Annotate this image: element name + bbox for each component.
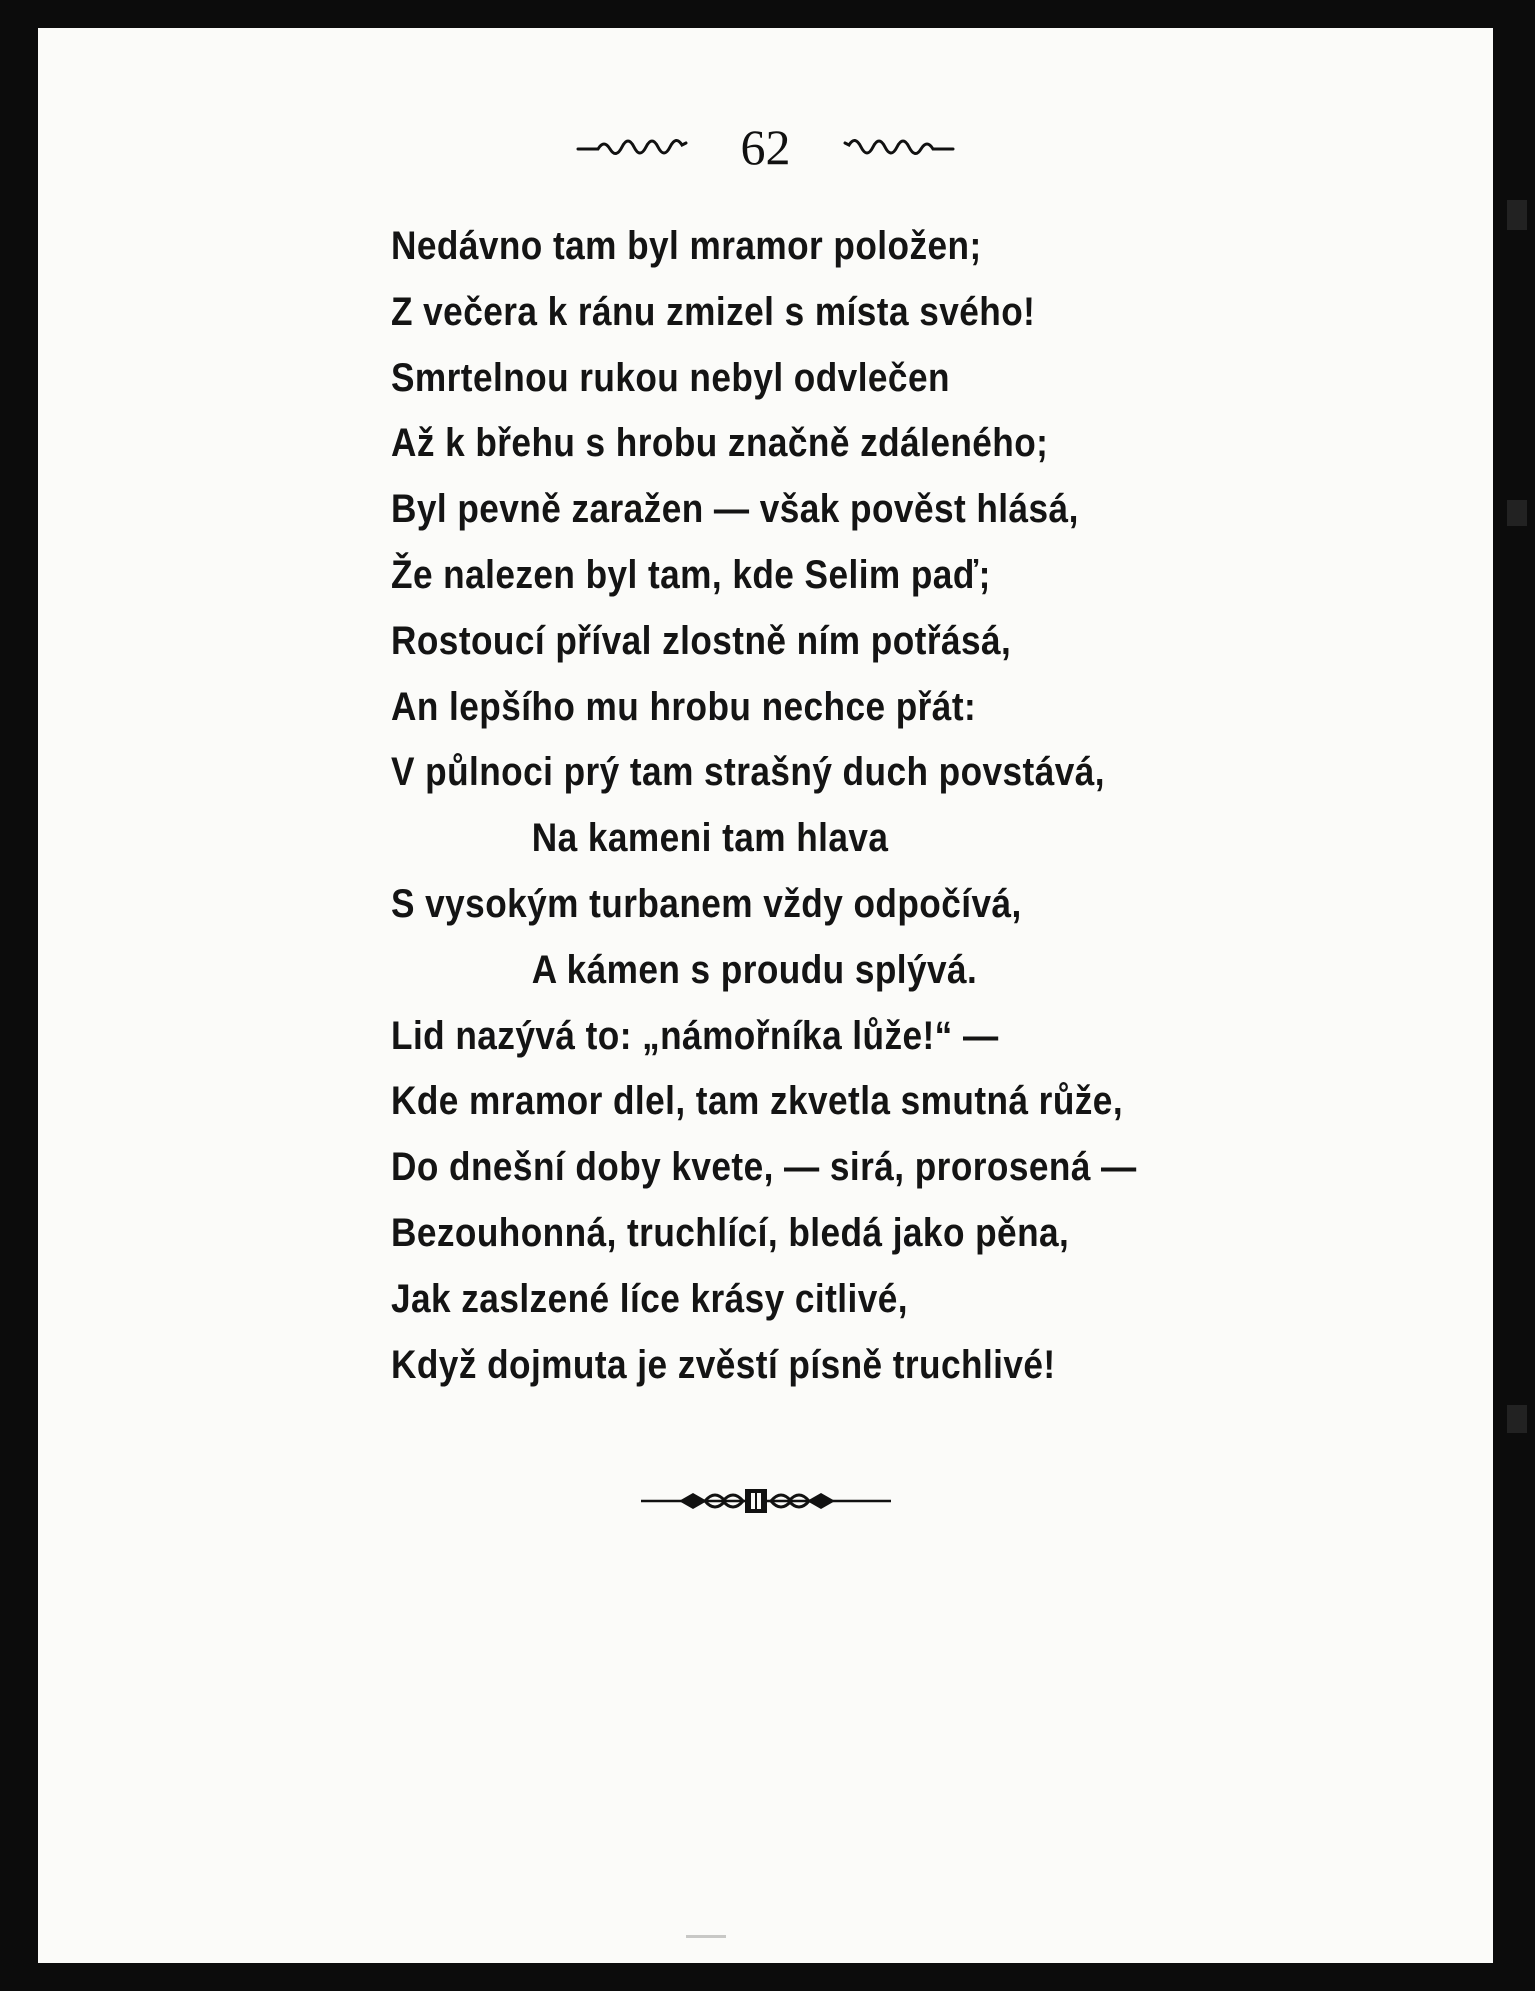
verse-line: Rostoucí příval zlostně ním potřásá, [391,618,1012,663]
verse-line: Bezouhonná, truchlící, bledá jako pěna, [391,1210,1070,1255]
verse-line: Jak zaslzené líce krásy citlivé, [391,1276,909,1321]
divider [686,1935,726,1938]
edge-tab [1507,1405,1527,1433]
verse-line: Že nalezen byl tam, kde Selim paď; [391,552,991,597]
verse-line: Až k břehu s hrobu značně zdáleného; [391,421,1049,466]
book-page [38,28,1493,1963]
verse-line: Lid nazývá to: „námořníka lůže!“ — [391,1013,999,1058]
verse-line: Do dnešní doby kvete, — sirá, prorosená — [391,1145,1137,1190]
verse-line: An lepšího mu hrobu nechce přát: [391,684,977,729]
verse-line: Nedávno tam byl mramor položen; [391,224,982,268]
wavy-line-icon [835,133,955,161]
edge-tab [1507,200,1527,230]
verse-line: V půlnoci prý tam strašný duch povstává, [391,750,1105,795]
verse-line: S vysokým turbanem vždy odpočívá, [391,881,1022,926]
wavy-line-icon [576,133,696,161]
ornamental-tailpiece-icon [641,1481,891,1521]
verse-line: Z večera k ránu zmizel s místa svého! [391,289,1036,334]
page-header [38,119,1493,175]
edge-tab [1507,500,1527,526]
verse-line: Byl pevně zaražen — však pověst hlásá, [391,487,1079,532]
verse-line: Kde mramor dlel, tam zkvetla smutná růže, [391,1079,1124,1124]
verse-line: Na kameni tam hlava [531,816,889,861]
verse-line: Když dojmuta je zvěstí písně truchlivé! [391,1342,1056,1387]
page-number: 62 [740,119,791,175]
verse-line: Smrtelnou rukou nebyl odvlečen [391,355,950,400]
verse-line: A kámen s proudu splývá. [531,947,978,992]
poem-text [391,214,1351,1398]
page-edge [1493,0,1535,1991]
